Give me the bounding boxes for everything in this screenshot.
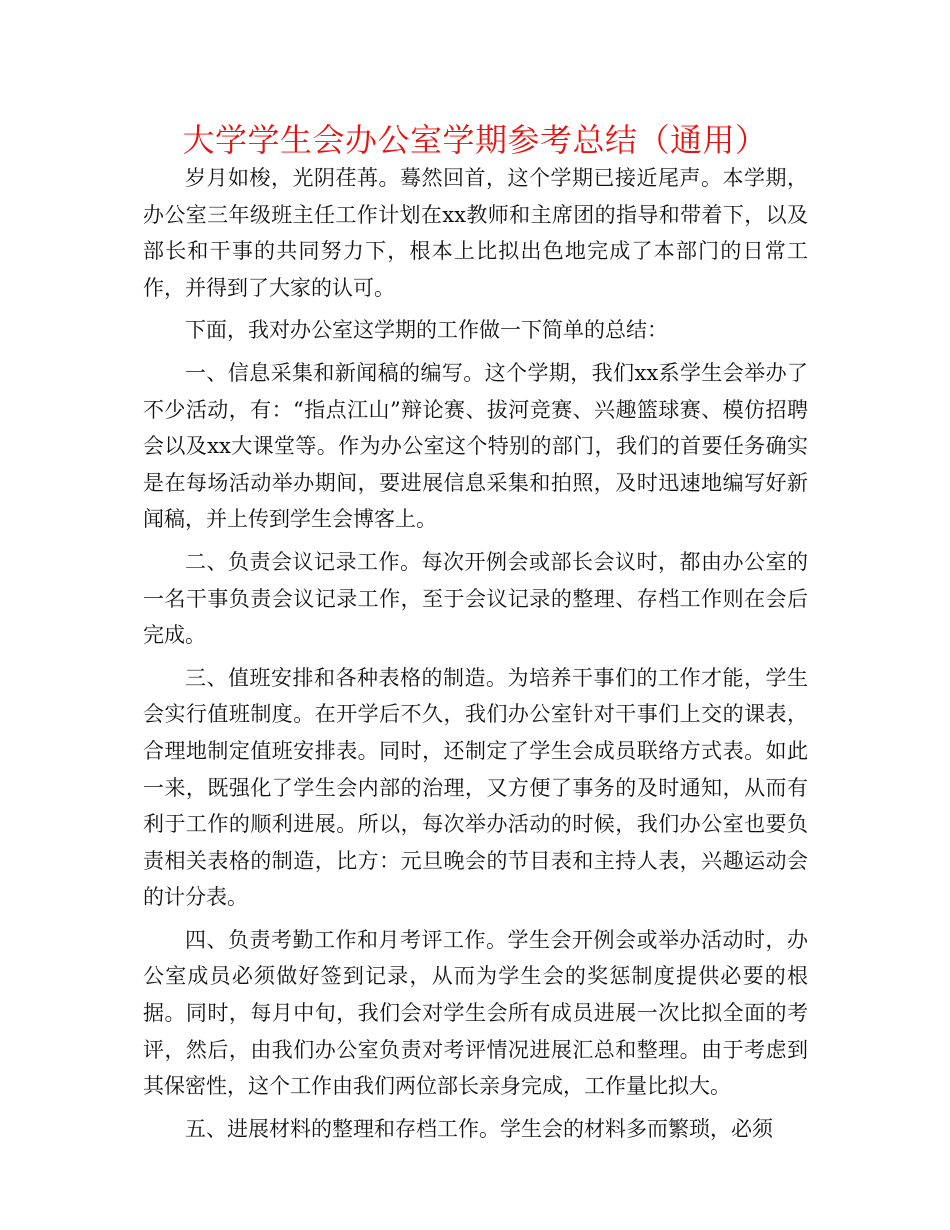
document-title: 大学学生会办公室学期参考总结（通用） bbox=[182, 121, 768, 159]
paragraph-item-5: 五、进展材料的整理和存档工作。学生会的材料多而繁琐，必须 bbox=[185, 1116, 773, 1141]
paragraph-intro: 岁月如梭，光阴荏苒。蓦然回首，这个学期已接近尾声。本学期，办公室三年级班主任工作计划在xx教师和主席团的指导和带着下，以及部长和干事的共同努力下，根本上比拟出色地完成了本部门的日常工作，并得到了大家的认可。 bbox=[143, 166, 808, 300]
paragraph-item-1: 一、信息采集和新闻稿的编写。这个学期，我们xx系学生会举办了不少活动，有：“指点江山”辩论赛、拔河竞赛、兴趣篮球赛、模仿招聘会以及xx大课堂等。作为办公室这个特别的部门，我们的首要任务确实是在每场活动举办期间，要进展信息采集和拍照，及时迅速地编写好新闻稿，并上传到学生会博客上。 bbox=[143, 360, 808, 532]
paragraph-summary-lead: 下面，我对办公室这学期的工作做一下简单的总结： bbox=[185, 318, 668, 343]
document-body bbox=[143, 160, 808, 1147]
paragraph-item-4: 四、负责考勤工作和月考评工作。学生会开例会或举办活动时，办公室成员必须做好签到记录，从而为学生会的奖惩制度提供必要的根据。同时，每月中旬，我们会对学生会所有成员进展一次比拟全面的考评，然后，由我们办公室负责对考评情况进展汇总和整理。由于考虑到其保密性，这个工作由我们两位部长亲身完成，工作量比拟大。 bbox=[143, 927, 808, 1099]
paragraph-item-3: 三、值班安排和各种表格的制造。为培养干事们的工作才能，学生会实行值班制度。在开学后不久，我们办公室针对干事们上交的课表，合理地制定值班安排表。同时，还制定了学生会成员联络方式表。如此一来，既强化了学生会内部的治理，又方便了事务的及时通知，从而有利于工作的顺利进展。所以，每次举办活动的时候，我们办公室也要负责相关表格的制造，比方：元旦晚会的节目表和主持人表，兴趣运动会的计分表。 bbox=[143, 665, 808, 910]
paragraph-item-2: 二、负责会议记录工作。每次开例会或部长会议时，都由办公室的一名干事负责会议记录工作，至于会议记录的整理、存档工作则在会后完成。 bbox=[143, 549, 808, 648]
